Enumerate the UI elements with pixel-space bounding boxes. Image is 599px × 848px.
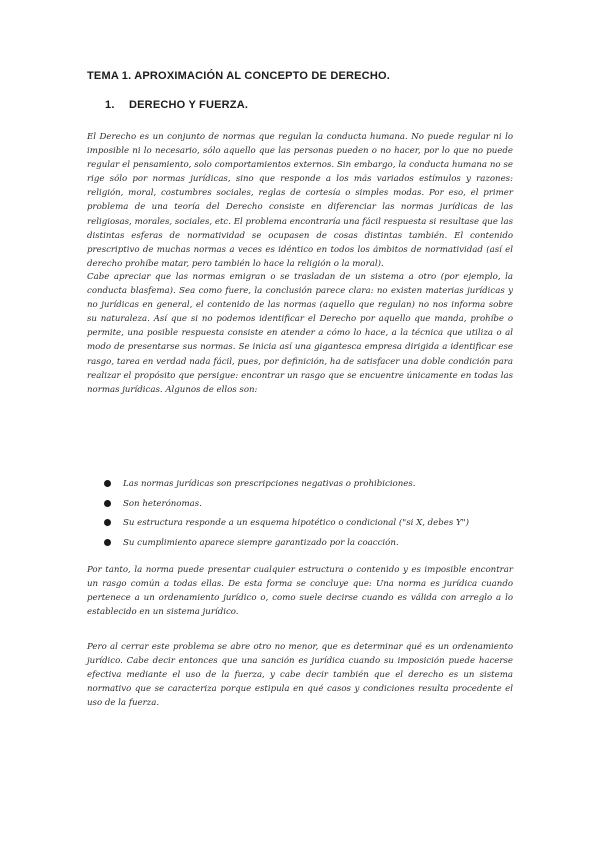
paragraph: El Derecho es un conjunto de normas que regulan la conducta humana. No puede regular ni lo imposible ni lo necesario, sólo aquello que las personas pueden o no hacer, por lo que no puede regular el pensamiento, solo comportamientos externos. Sin embargo, la conducta humana no se rige sólo por normas jurídicas, sino que responde a los más variados estímulos y razones: religión, moral, costumbres sociales, reglas de cortesía o simples modas. Por eso, el primer problema de una teoría del Derecho consiste en diferenciar las normas jurídicas de las religiosas, morales, sociales, etc. El problema encontraría una fácil respuesta si resultase que las distintas esferas de normatividad se ocupasen de cosas distintas también. El contenido prescriptivo de muchas normas a veces es idéntico en todos los ámbitos de normatividad (así el derecho prohíbe matar, pero también lo hace la religión o la moral).	[87, 132, 513, 269]
bullet-icon	[104, 480, 111, 487]
section-title: DERECHO Y FUERZA.	[129, 99, 249, 111]
paragraph: Por tanto, la norma puede presentar cualquier estructura o contenido y es imposible encontrar un rasgo común a todas ellas. De esta forma se concluye que: Una norma es jurídica cuando pertenece a un ordenamiento jurídico o, como suele decirse cuando es válida con arreglo a lo establecido en un sistema jurídico.	[87, 565, 513, 618]
bullet-icon	[104, 539, 111, 546]
section-number: 1.	[105, 99, 115, 111]
bullet-icon	[104, 519, 111, 526]
bullet-item	[104, 477, 514, 497]
bullet-icon	[104, 500, 111, 507]
paragraph: Cabe apreciar que las normas emigran o se trasladan de un sistema a otro (por ejemplo, la conducta blasfema). Sea como fuere, la conclusión parece clara: no existen materias jurídicas y no jurídicas en general, el contenido de las normas (aquello que regulan) no nos informa sobre su naturaleza. Así que si no podemos identificar el Derecho por aquello que manda, prohíbe o permite, una posible respuesta consiste en atender a cómo lo hace, a la técnica que utiliza o al modo de presentarse sus normas. Se inicia así una gigantesca empresa dirigida a identificar ese rasgo, tarea en verdad nada fácil, pues, por definición, ha de satisfacer una doble condición para realizar el propósito que persigue: encontrar un rasgo que se encuentre únicamente en todas las normas jurídicas. Algunos de ellos son:	[87, 272, 513, 395]
bullet-text: Las normas jurídicas son prescripciones negativas o prohibiciones.	[123, 479, 416, 489]
bullet-list	[104, 477, 514, 555]
document-title: TEMA 1. APROXIMACIÓN AL CONCEPTO DE DERECHO.	[87, 70, 390, 82]
bullet-item	[104, 516, 514, 536]
section-heading	[105, 99, 248, 111]
bullet-text: Son heterónomas.	[123, 498, 202, 509]
bullet-text: Su cumplimiento aparece siempre garantizado por la coacción.	[123, 537, 399, 548]
bullet-item	[104, 497, 514, 517]
bullet-item	[104, 536, 514, 556]
paragraph: Pero al cerrar este problema se abre otro no menor, que es determinar qué es un ordenamiento jurídico. Cabe decir entonces que una sanción es jurídica cuando su imposición puede hacerse efectiva mediante el uso de la fuerza, y cabe decir también que el derecho es un sistema normativo que se caracteriza porque estipula en qué casos y condiciones resulta procedente el uso de la fuerza.	[87, 642, 513, 709]
bullet-text: Su estructura responde a un esquema hipotético o condicional ("si X, debes Y")	[123, 518, 469, 528]
